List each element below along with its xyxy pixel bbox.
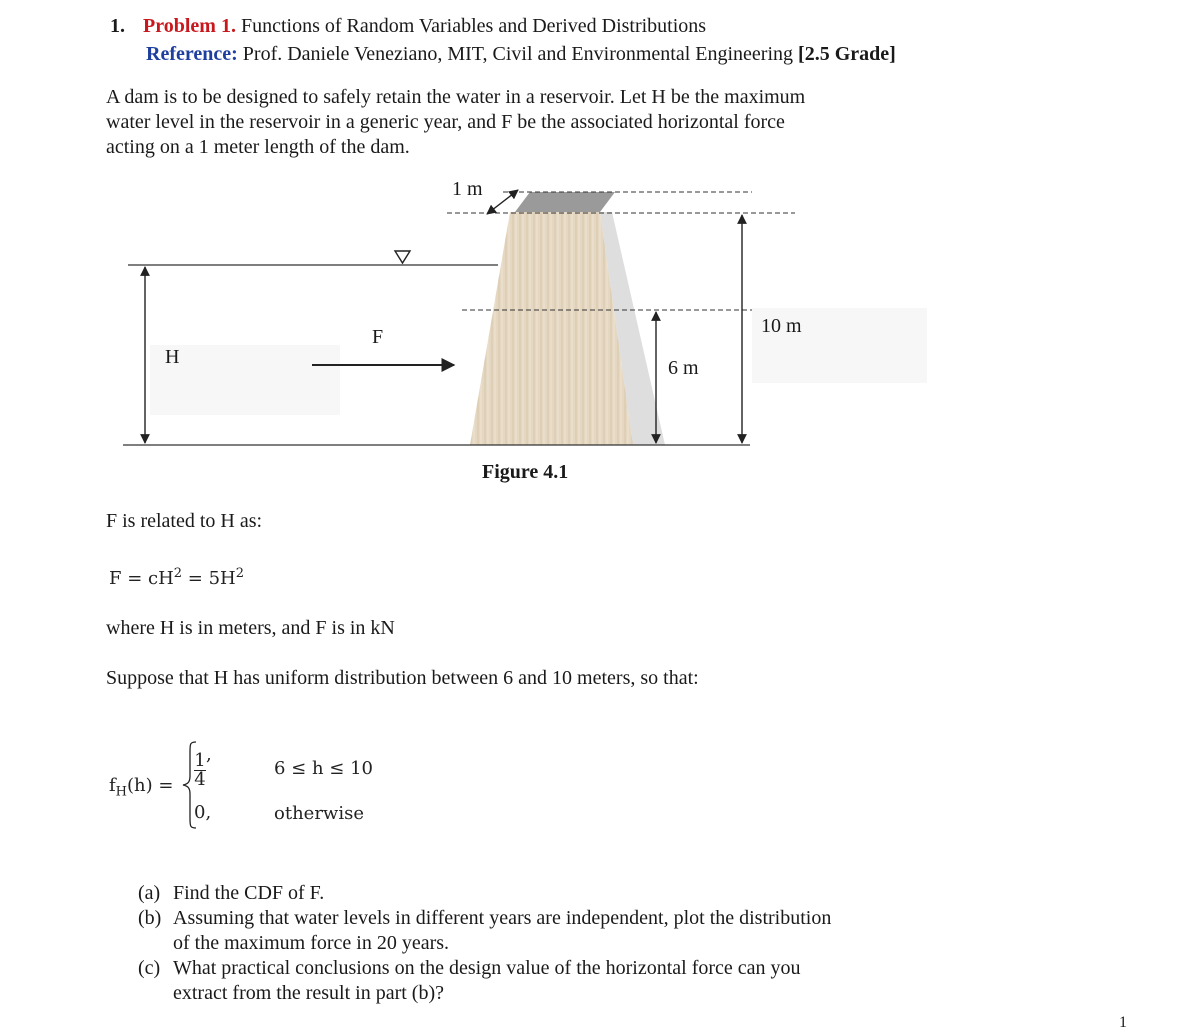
label-f: F (372, 326, 384, 348)
problem-label: Problem 1. (143, 15, 236, 37)
formula-exp: 2 (235, 566, 245, 581)
pdf-f: f (109, 775, 116, 796)
intro-line: acting on a 1 meter length of the dam. (106, 136, 410, 158)
label-1m: 1 m (452, 178, 483, 200)
question-line: Find the CDF of F. (173, 882, 325, 904)
question-line: of the maximum force in 20 years. (173, 932, 450, 954)
reference-text: Prof. Daniele Veneziano, MIT, Civil and Environmental Engineering (242, 43, 794, 65)
question-label: (a) (138, 882, 161, 904)
pdf-fraction (194, 744, 212, 789)
grade-label: [2.5 Grade] (798, 43, 896, 65)
pdf-subscript: H (115, 784, 128, 800)
units-text: where H is in meters, and F is in kN (106, 617, 395, 639)
dam-top (515, 192, 615, 212)
problem-number: 1. (110, 15, 125, 37)
pdf-arg: (h) = (127, 775, 174, 796)
question-line: What practical conclusions on the design value of the horizontal force can you (173, 957, 801, 979)
label-10m: 10 m (761, 315, 802, 337)
page-number: 1 (1119, 1014, 1127, 1031)
formula-mid: = 5H (182, 568, 236, 589)
uniform-text: Suppose that H has uniform distribution between 6 and 10 meters, so that: (106, 667, 699, 689)
dam-figure (0, 0, 1178, 500)
label-6m: 6 m (668, 357, 699, 379)
problem-title: Functions of Random Variables and Derived Distributions (240, 15, 707, 37)
label-h: H (165, 346, 180, 368)
pdf-condition-2: otherwise (274, 803, 364, 824)
pdf-denominator: 4 (194, 769, 206, 790)
intro-line: water level in the reservoir in a generic year, and F be the associated horizontal force (106, 111, 785, 133)
intro-line: A dam is to be designed to safely retain the water in a reservoir. Let H be the maximum (106, 86, 806, 108)
question-label: (b) (138, 907, 162, 929)
reference-label: Reference: (146, 43, 238, 65)
formula-exp: 2 (173, 566, 183, 581)
pdf-comma: , (206, 744, 212, 765)
water-level-symbol (395, 251, 410, 263)
one-meter-arrow (487, 190, 518, 214)
question-line: extract from the result in part (b)? (173, 982, 444, 1004)
pdf-zero: 0, (194, 802, 212, 823)
formula-f: F = cH (109, 568, 174, 589)
pdf-condition-1: 6 ≤ h ≤ 10 (274, 758, 373, 779)
force-formula (109, 566, 244, 589)
question-label: (c) (138, 957, 161, 979)
pdf-numerator: 1 (194, 750, 206, 771)
question-line: Assuming that water levels in different years are independent, plot the distribution (173, 907, 832, 929)
figure-caption: Figure 4.1 (482, 461, 569, 483)
relation-text: F is related to H as: (106, 510, 263, 532)
pdf-lhs (109, 775, 173, 800)
